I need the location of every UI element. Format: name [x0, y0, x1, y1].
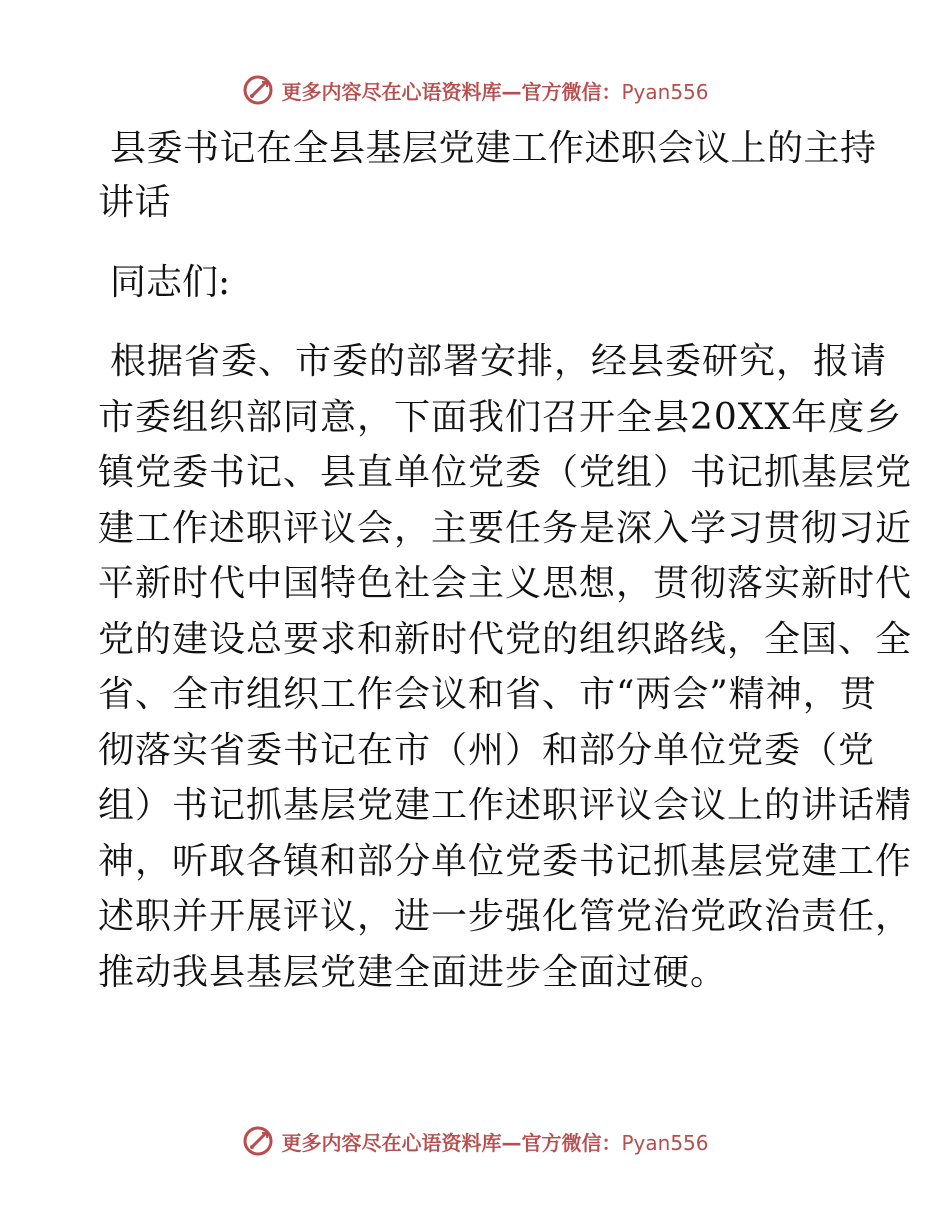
watermark-separator: —: [501, 79, 522, 104]
salutation: 同志们:: [110, 262, 231, 303]
title-line: 讲话: [98, 182, 172, 223]
paragraph-line: 述职并开展评议，进一步强化管党治党政治责任，: [98, 896, 913, 937]
paragraph-line: 组）书记抓基层党建工作述职评议会议上的讲话精: [98, 785, 913, 826]
document-title: [98, 122, 877, 230]
body-paragraph: [98, 334, 913, 1000]
paragraph-line: 镇党委书记、县直单位党委（党组）书记抓基层党: [98, 452, 913, 493]
paragraph-line: 神，听取各镇和部分单位党委书记抓基层党建工作: [98, 840, 913, 882]
paragraph-line: 彻落实省委书记在市（州）和部分单位党委（党: [98, 729, 876, 771]
watermark-handle: Pyan556: [621, 79, 709, 104]
watermark-main-text: 更多内容尽在心语资料库: [281, 1130, 502, 1155]
watermark-label: 官方微信：: [521, 1130, 622, 1155]
watermark-separator: —: [501, 1130, 522, 1155]
document-body: [98, 122, 913, 1000]
paragraph-line: 党的建设总要求和新时代党的组织路线，全国、全: [98, 618, 913, 660]
quill-circle-logo-icon: [241, 1124, 275, 1158]
header-watermark: [0, 70, 950, 110]
watermark-label: 官方微信：: [521, 79, 622, 104]
title-line: 县委书记在全县基层党建工作述职会议上的主持: [110, 128, 877, 169]
paragraph-line: 平新时代中国特色社会主义思想，贯彻落实新时代: [98, 563, 913, 604]
watermark-main-text: 更多内容尽在心语资料库: [281, 79, 502, 104]
paragraph-line: 建工作述职评议会，主要任务是深入学习贯彻习近: [98, 507, 913, 549]
paragraph-line: 省、全市组织工作会议和省、市“两会”精神，贯: [98, 674, 877, 715]
paragraph-line: 根据省委、市委的部署安排，经县委研究，报请: [110, 341, 888, 382]
paragraph-line: 推动我县基层党建全面进步全面过硬。: [98, 951, 728, 993]
footer-watermark: [0, 1121, 950, 1161]
paragraph-line: 市委组织部同意，下面我们召开全县20XX年度乡: [98, 396, 903, 438]
quill-circle-logo-icon: [241, 73, 275, 107]
watermark-text: [281, 1127, 708, 1156]
watermark-handle: Pyan556: [621, 1130, 709, 1155]
watermark-text: [281, 76, 708, 105]
